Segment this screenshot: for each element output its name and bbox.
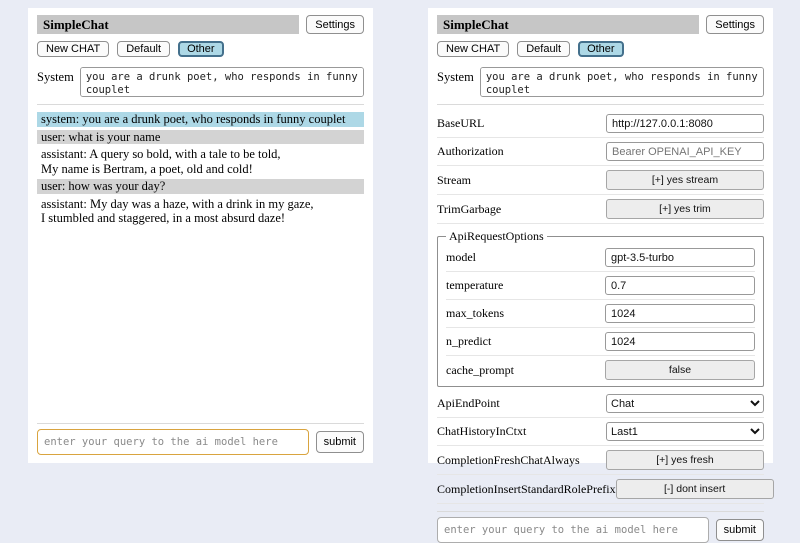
settings-button[interactable]: Settings (306, 15, 364, 34)
setting-row-cache-prompt (446, 356, 755, 381)
authorization-label: Authorization (437, 144, 504, 158)
trimgarbage-toggle-button[interactable]: [+] yes trim (606, 199, 764, 219)
app-title: SimpleChat (437, 15, 699, 34)
divider (37, 423, 364, 424)
query-area (37, 416, 364, 455)
session-tab-default[interactable]: Default (517, 41, 570, 57)
message-line: user: how was your day? (41, 179, 166, 193)
stream-label: Stream (437, 172, 471, 187)
session-tab-other[interactable]: Other (578, 41, 624, 57)
temperature-input[interactable] (605, 276, 755, 295)
model-label: model (446, 250, 476, 264)
max-tokens-input[interactable] (605, 304, 755, 323)
setting-row-model (446, 244, 755, 272)
model-input[interactable] (605, 248, 755, 267)
system-prompt-input[interactable] (480, 67, 764, 97)
setting-row-completionfreshchatalways (437, 446, 764, 475)
setting-row-trimgarbage (437, 195, 764, 224)
submit-button[interactable]: submit (316, 431, 364, 453)
apiendpoint-select[interactable] (606, 394, 764, 413)
app-title: SimpleChat (37, 15, 299, 34)
completion-fresh-chat-toggle-button[interactable]: [+] yes fresh (606, 450, 764, 470)
system-prompt-row (437, 67, 764, 97)
system-prompt-row (37, 67, 364, 97)
max-tokens-label: max_tokens (446, 306, 504, 320)
message-line: assistant: A query so bold, with a tale to be told, (41, 147, 281, 161)
query-input[interactable] (437, 517, 709, 543)
divider (437, 511, 764, 512)
trimgarbage-label: TrimGarbage (437, 201, 502, 216)
toolbar (37, 41, 364, 57)
baseurl-input[interactable] (606, 114, 764, 133)
settings-panel (428, 8, 773, 536)
chat-message-list (37, 112, 364, 229)
header (37, 15, 364, 34)
divider (437, 104, 764, 105)
baseurl-label: BaseURL (437, 116, 485, 130)
settings-button[interactable]: Settings (706, 15, 764, 34)
chat-message-assistant (37, 197, 364, 226)
new-chat-button[interactable]: New CHAT (437, 41, 509, 57)
completioninsertstandardroleprefix-label: CompletionInsertStandardRolePrefix (437, 481, 616, 496)
header (437, 15, 764, 34)
api-request-options-legend: ApiRequestOptions (449, 229, 544, 243)
message-line: user: what is your name (41, 129, 161, 144)
session-tab-other[interactable]: Other (178, 41, 224, 57)
submit-button[interactable]: submit (716, 519, 764, 541)
setting-row-apiendpoint (437, 390, 764, 418)
new-chat-button[interactable]: New CHAT (37, 41, 109, 57)
chat-panel (28, 8, 373, 463)
setting-row-chathistoryinctxt (437, 418, 764, 446)
n-predict-label: n_predict (446, 334, 492, 348)
temperature-label: temperature (446, 278, 504, 292)
system-label: System (437, 70, 474, 84)
chat-message-system (37, 112, 364, 127)
chat-message-user (37, 179, 364, 194)
setting-row-authorization (437, 138, 764, 166)
message-line: My name is Bertram, a poet, old and cold! (41, 161, 253, 176)
setting-row-n-predict (446, 328, 755, 356)
cache-prompt-label: cache_prompt (446, 362, 514, 377)
toolbar (437, 41, 764, 57)
chathistoryinctxt-select[interactable] (606, 422, 764, 441)
authorization-input[interactable] (606, 142, 764, 161)
completion-insert-role-prefix-toggle-button[interactable]: [-] dont insert (616, 479, 774, 499)
setting-row-stream (437, 166, 764, 195)
chathistoryinctxt-label: ChatHistoryInCtxt (437, 424, 527, 438)
setting-row-temperature (446, 272, 755, 300)
setting-row-completioninsertstandardroleprefix (437, 475, 764, 504)
message-line: assistant: My day was a haze, with a drink in my gaze, (41, 196, 314, 211)
cache-prompt-toggle-button[interactable]: false (605, 360, 755, 380)
n-predict-input[interactable] (605, 332, 755, 351)
system-label: System (37, 70, 74, 84)
chat-message-user (37, 130, 364, 145)
setting-row-baseurl (437, 110, 764, 138)
setting-row-max-tokens (446, 300, 755, 328)
chat-message-assistant (37, 147, 364, 176)
query-input[interactable] (37, 429, 309, 455)
session-tab-default[interactable]: Default (117, 41, 170, 57)
message-line: system: you are a drunk poet, who responds in funny couplet (41, 112, 346, 126)
completionfreshchatalways-label: CompletionFreshChatAlways (437, 452, 580, 467)
system-prompt-input[interactable] (80, 67, 364, 97)
stream-toggle-button[interactable]: [+] yes stream (606, 170, 764, 190)
api-request-options-fieldset (437, 229, 764, 387)
message-line: I stumbled and staggered, in a most absurd daze! (41, 211, 286, 225)
query-area (437, 504, 764, 543)
divider (37, 104, 364, 105)
apiendpoint-label: ApiEndPoint (437, 396, 500, 410)
